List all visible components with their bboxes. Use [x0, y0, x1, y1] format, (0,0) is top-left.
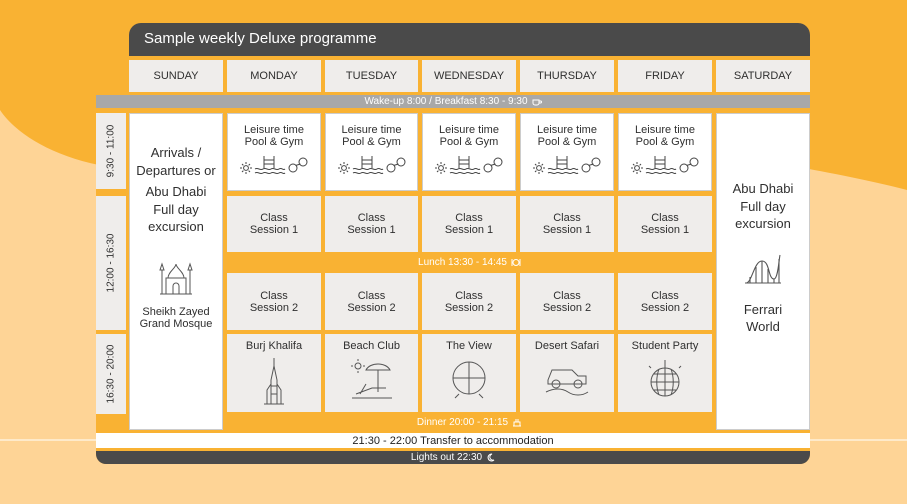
time-label: 9:30 - 11:00 [105, 124, 117, 178]
sunday-line: excursion [148, 219, 204, 235]
time-slot-morning [96, 113, 126, 189]
programme-title: Sample weekly Deluxe programme [129, 23, 810, 56]
session-line: Class [455, 212, 483, 224]
dumbbell-icon [679, 156, 699, 174]
session-line: Class [651, 212, 679, 224]
session2-wednesday [422, 273, 516, 330]
transfer-text: 21:30 - 22:00 Transfer to accommodation [352, 434, 554, 447]
session-line: Class [553, 289, 581, 302]
day-tuesday: TUESDAY [325, 60, 418, 92]
mosque-label: Grand Mosque [139, 317, 213, 330]
leisure-cell-wednesday [422, 113, 516, 191]
cutlery-icon [511, 258, 521, 267]
activity-tuesday [325, 334, 418, 412]
saturday-line: Full day [740, 198, 786, 214]
ferrari-label: World [746, 319, 780, 335]
session-line: Session 1 [249, 224, 299, 236]
sun-icon [631, 162, 643, 174]
session-line: Session 2 [249, 301, 299, 314]
sun-icon [338, 162, 350, 174]
time-label: 16:30 - 20:00 [105, 344, 117, 404]
sun-icon [533, 162, 545, 174]
leisure-line: Leisure time [635, 124, 695, 136]
activity-friday [618, 334, 712, 412]
frame-view-icon [449, 358, 489, 400]
time-label: 12:00 - 16:30 [105, 233, 117, 293]
coffee-icon [532, 97, 542, 106]
pool-icon [254, 154, 286, 174]
activity-label: Student Party [631, 340, 699, 352]
session2-monday [227, 273, 321, 330]
saturday-cell [716, 113, 810, 430]
ferrari-label: Ferrari [743, 301, 783, 317]
activity-label: Beach Club [343, 340, 400, 352]
tower-icon [259, 356, 289, 406]
dumbbell-icon [288, 156, 308, 174]
activity-thursday [520, 334, 614, 412]
sunday-line: Abu Dhabi [145, 184, 207, 200]
disco-ball-icon [645, 358, 685, 400]
session-line: Session 2 [542, 301, 592, 314]
lights-out-strip [96, 451, 810, 464]
session-line: Class [357, 289, 386, 302]
pool-icon [547, 154, 579, 174]
time-slot-evening [96, 334, 126, 414]
sun-icon [435, 162, 447, 174]
pool-icon [645, 154, 677, 174]
session1-friday [618, 196, 712, 252]
pool-icon [449, 154, 481, 174]
mosque-label: Sheikh Zayed [142, 305, 210, 318]
activity-label: Burj Khalifa [245, 340, 303, 352]
session-line: Class [357, 212, 386, 224]
time-slot-afternoon [96, 196, 126, 330]
session-line: Class [260, 212, 288, 224]
leisure-line: Pool & Gym [439, 136, 499, 148]
leisure-cell-tuesday [325, 113, 418, 191]
sun-icon [240, 162, 252, 174]
lights-out-text: Lights out 22:30 [410, 452, 483, 463]
session-line: Session 2 [347, 301, 396, 314]
dinner-text: Dinner 20:00 - 21:15 [416, 417, 509, 428]
leisure-line: Leisure time [439, 124, 499, 136]
session-line: Session 2 [444, 301, 494, 314]
session1-wednesday [422, 196, 516, 252]
leisure-line: Leisure time [537, 124, 597, 136]
session-line: Class [553, 212, 581, 224]
session1-monday [227, 196, 321, 252]
session-line: Class [651, 289, 679, 302]
day-wednesday: WEDNESDAY [422, 60, 516, 92]
jeep-icon [544, 358, 590, 396]
lunch-text: Lunch 13:30 - 14:45 [418, 257, 507, 268]
day-monday: MONDAY [227, 60, 321, 92]
beach-icon [350, 358, 394, 400]
wakeup-strip [96, 95, 810, 108]
leisure-cell-friday [618, 113, 712, 191]
session2-friday [618, 273, 712, 330]
leisure-cell-monday [227, 113, 321, 191]
dinner-icon [512, 418, 522, 427]
dumbbell-icon [581, 156, 601, 174]
session-line: Session 1 [542, 224, 592, 236]
activity-monday [227, 334, 321, 412]
sunday-cell [129, 113, 223, 430]
session2-tuesday [325, 273, 418, 330]
pool-icon [352, 154, 384, 174]
leisure-line: Pool & Gym [342, 136, 401, 148]
session-line: Session 1 [347, 224, 396, 236]
wakeup-text: Wake-up 8:00 / Breakfast 8:30 - 9:30 [364, 96, 528, 107]
moon-icon [486, 453, 495, 462]
session-line: Session 1 [444, 224, 494, 236]
session-line: Session 1 [640, 224, 690, 236]
sunday-line: Arrivals / [150, 145, 202, 160]
dumbbell-icon [386, 156, 406, 174]
leisure-line: Pool & Gym [537, 136, 597, 148]
sunday-line: Full day [153, 201, 199, 217]
leisure-line: Pool & Gym [244, 136, 304, 148]
leisure-line: Leisure time [244, 124, 304, 136]
session2-thursday [520, 273, 614, 330]
lunch-strip [227, 256, 712, 269]
dinner-strip [227, 416, 712, 429]
activity-label: Desert Safari [534, 340, 600, 352]
sunday-line: Departures or [136, 162, 216, 178]
saturday-line: Abu Dhabi [732, 181, 794, 196]
leisure-cell-thursday [520, 113, 614, 191]
leisure-line: Leisure time [341, 124, 402, 136]
saturday-line: excursion [735, 216, 791, 232]
session-line: Class [260, 289, 288, 302]
rollercoaster-icon [744, 253, 782, 285]
day-friday: FRIDAY [618, 60, 712, 92]
session1-tuesday [325, 196, 418, 252]
day-thursday: THURSDAY [520, 60, 614, 92]
session1-thursday [520, 196, 614, 252]
day-saturday: SATURDAY [716, 60, 810, 92]
activity-wednesday [422, 334, 516, 412]
session-line: Class [455, 289, 483, 302]
dumbbell-icon [483, 156, 503, 174]
activity-label: The View [446, 340, 492, 352]
session-line: Session 2 [640, 301, 690, 314]
mosque-icon [156, 252, 196, 296]
leisure-line: Pool & Gym [635, 136, 695, 148]
day-sunday: SUNDAY [129, 60, 223, 92]
transfer-strip [96, 433, 810, 448]
